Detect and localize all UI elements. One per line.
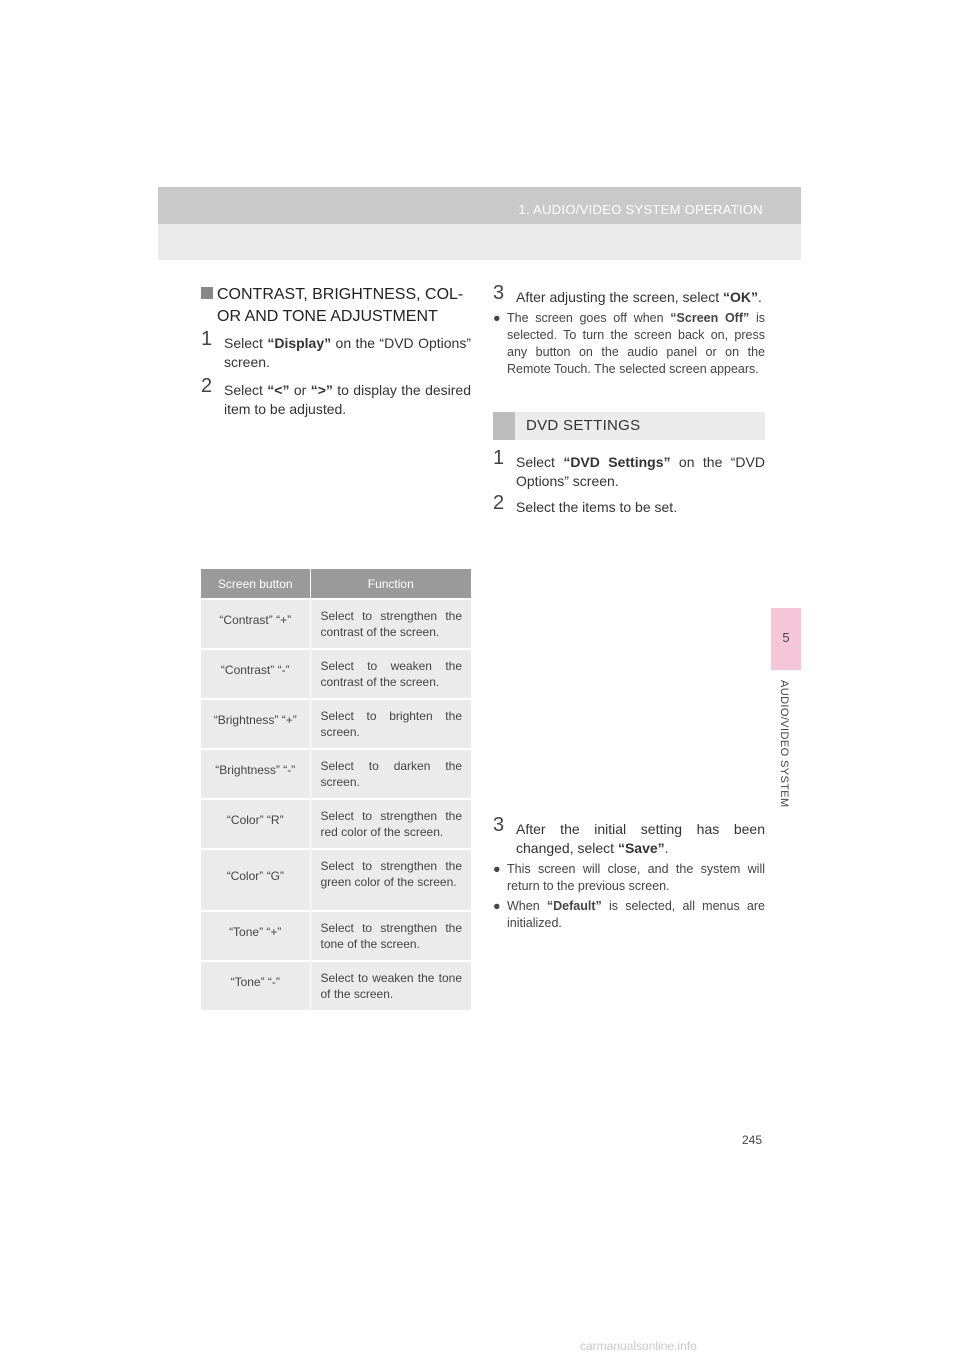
section-heading-contrast: CONTRAST, BRIGHTNESS, COL- OR AND TONE ADJUSTMENT bbox=[201, 284, 471, 328]
header-subbar bbox=[158, 224, 801, 260]
chapter-side-label bbox=[770, 680, 802, 840]
table-row: “Brightness” “+” Select to brighten the screen. bbox=[201, 699, 471, 749]
dvd-step-1: 1 Select “DVD Settings” on the “DVD Options” screen. bbox=[493, 447, 765, 489]
table-row: “Color” “R” Select to strengthen the red color of the screen. bbox=[201, 799, 471, 849]
step-2-select-arrows: 2 Select “<” or “>” to display the desired item to be adjusted. bbox=[201, 375, 471, 417]
step-1-display: 1 Select “Display” on the “DVD Options” screen. bbox=[201, 328, 471, 370]
table-header-row bbox=[201, 569, 471, 599]
column-header-screen-button: Screen button bbox=[201, 569, 310, 599]
note-screen-close: ● This screen will close, and the system will return to the previous screen. bbox=[493, 862, 765, 893]
watermark: carmanualsonline.info bbox=[580, 1339, 697, 1353]
square-bullet-icon bbox=[201, 287, 213, 299]
table-row: “Contrast” “+” Select to strengthen the contrast of the screen. bbox=[201, 599, 471, 649]
table-row: “Tone” “-” Select to weaken the tone of the screen. bbox=[201, 961, 471, 1010]
page-number: 245 bbox=[742, 1133, 763, 1147]
bullet-dot-icon: ● bbox=[493, 311, 501, 325]
section-accent bbox=[493, 412, 515, 440]
table-row: “Brightness” “-” Select to darken the screen. bbox=[201, 749, 471, 799]
dvd-step-2: 2 Select the items to be set. bbox=[493, 492, 678, 515]
bullet-dot-icon: ● bbox=[493, 899, 501, 913]
chapter-title: 1. AUDIO/VIDEO SYSTEM OPERATION bbox=[518, 202, 763, 217]
chapter-tab bbox=[771, 608, 801, 670]
note-default: ● When “Default” is selected, all menus are initialized. bbox=[493, 899, 765, 930]
section-title: DVD SETTINGS bbox=[526, 417, 641, 434]
screen-button-table bbox=[201, 569, 471, 1010]
chapter-side-label-text: AUDIO/VIDEO SYSTEM bbox=[778, 680, 790, 808]
bullet-dot-icon: ● bbox=[493, 862, 501, 876]
table-row: “Color” “G” Select to strengthen the green color of the screen. bbox=[201, 849, 471, 911]
table-row: “Tone” “+” Select to strengthen the tone of the screen. bbox=[201, 911, 471, 961]
step-3-ok: 3 After adjusting the screen, select “OK”. bbox=[493, 282, 762, 305]
table-row: “Contrast” “-” Select to weaken the contrast of the screen. bbox=[201, 649, 471, 699]
section-header-dvd-settings bbox=[493, 412, 765, 440]
dvd-step-3: 3 After the initial setting has been changed, select “Save”. bbox=[493, 814, 765, 856]
header-bar bbox=[158, 187, 801, 224]
column-header-function: Function bbox=[310, 569, 471, 599]
note-screen-off: ● The screen goes off when “Screen Off” is selected. To turn the screen back on, press any button on the audio panel or on the Remote Touch. The selected screen appears. bbox=[493, 311, 766, 376]
chapter-number: 5 bbox=[782, 630, 790, 645]
